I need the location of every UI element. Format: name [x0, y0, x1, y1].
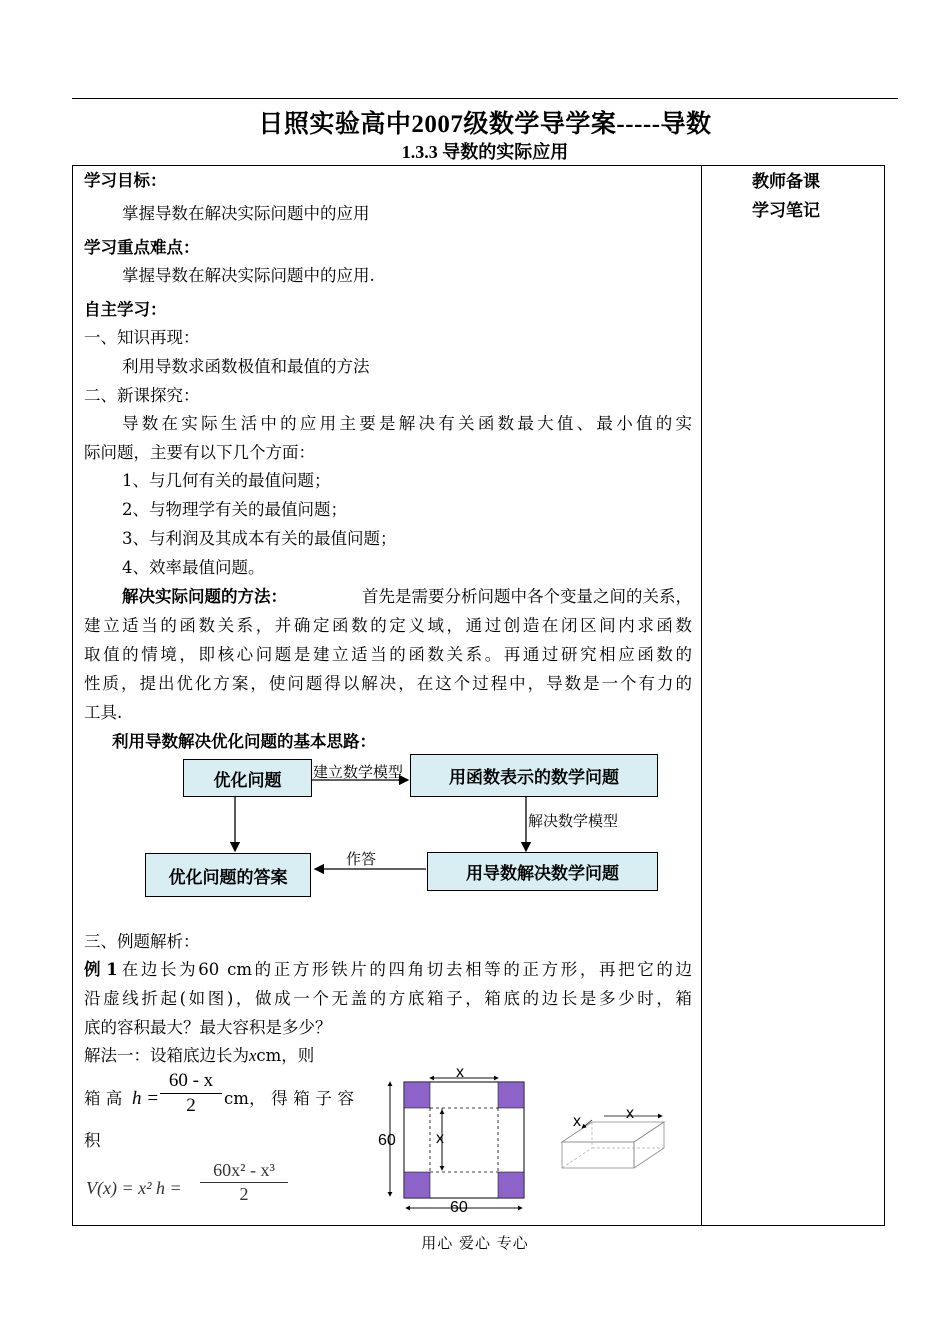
- corner-square-br: [498, 1172, 524, 1198]
- sheet-label-x-mid: x: [436, 1130, 444, 1147]
- example-1-line-3: 底的容积最大？最大容积是多少？: [84, 1018, 332, 1037]
- key-text: 掌握导数在解决实际问题中的应用.: [122, 266, 375, 285]
- box-front-face: [562, 1142, 634, 1168]
- formula-h-fraction: [160, 1070, 222, 1117]
- self-heading: 自主学习：: [84, 300, 167, 319]
- list-item-3: 3、与利润及其成本有关的最值问题；: [122, 529, 397, 548]
- flow-label-solve: 解决数学模型: [528, 812, 619, 830]
- example-1-text-1: 在边长为60 cm的正方形铁片的四角切去相等的正方形，再把它的边: [121, 960, 692, 979]
- page-footer: 用心 爱心 专心: [421, 1234, 529, 1252]
- solution-line-2a: 箱 高: [84, 1089, 123, 1108]
- method-line-2: 建立适当的函数关系，并确定函数的定义域，通过创造在闭区间内求函数: [84, 616, 692, 635]
- formula-h-lhs: h =: [132, 1088, 160, 1109]
- solution-text-1: 解法一：设箱底边长为: [84, 1046, 249, 1065]
- section-3-title: 三、例题解析：: [84, 932, 200, 951]
- solution-line-1: [84, 1045, 314, 1067]
- box-hidden-edge-1: [562, 1148, 592, 1168]
- method-text-1: 首先是需要分析问题中各个变量之间的关系，: [362, 587, 692, 606]
- formula-h-numerator: 60 - x: [168, 1070, 214, 1091]
- side-line-2: 学习笔记: [752, 201, 820, 221]
- flow-heading: 利用导数解决优化问题的基本思路：: [112, 732, 376, 751]
- method-line-3: 取值的情境，即核心问题是建立适当的函数关系。再通过研究相应函数的: [84, 645, 692, 664]
- corner-square-bl: [404, 1172, 430, 1198]
- method-label: 解决实际问题的方法：: [122, 587, 287, 606]
- box-side-face: [634, 1122, 664, 1168]
- example-1-label: 例 1: [84, 960, 118, 979]
- flow-box-function-problem: 用函数表示的数学问题: [410, 754, 658, 797]
- key-heading: 学习重点难点：: [84, 238, 200, 257]
- section-2-title: 二、新课探究：: [84, 386, 200, 405]
- box-label-x-depth: x: [573, 1113, 581, 1130]
- sheet-figure: [370, 1060, 690, 1220]
- flow-box-answer: 优化问题的答案: [145, 853, 311, 897]
- formula-h-denominator: 2: [186, 1095, 196, 1116]
- flow-label-model: 建立数学模型: [313, 763, 404, 781]
- flow-box-optimization: 优化问题: [183, 759, 312, 797]
- section-2-para-line-2: 际问题，主要有以下几个方面：: [84, 443, 315, 462]
- corner-square-tr: [498, 1082, 524, 1108]
- sheet-label-side: 60: [378, 1132, 396, 1149]
- solution-text-1-end: cm，则: [256, 1046, 315, 1065]
- section-1-text: 利用导数求函数极值和最值的方法: [122, 357, 370, 376]
- solution-var-x: x: [249, 1046, 257, 1065]
- method-line-5: 工具.: [84, 703, 123, 722]
- formula-v-fraction: [200, 1160, 288, 1205]
- page-subtitle: 1.3.3 导数的实际应用: [401, 142, 569, 162]
- flow-box-derivative-solve: 用导数解决数学问题: [427, 852, 658, 891]
- solution-line-3: 积: [84, 1131, 101, 1150]
- sheet-label-bottom: 60: [450, 1199, 468, 1216]
- example-1-line-1: [84, 959, 692, 981]
- list-item-4: 4、效率最值问题。: [122, 558, 265, 577]
- section-1-title: 一、知识再现：: [84, 328, 200, 347]
- goal-heading: 学习目标：: [84, 171, 167, 190]
- box-label-x-width: x: [626, 1105, 634, 1122]
- box-dim-depth: [582, 1120, 592, 1128]
- example-1-line-2: 沿虚线折起(如图)，做成一个无盖的方底箱子，箱底的边长是多少时，箱: [84, 989, 692, 1008]
- formula-v-numerator: 60x² - x³: [213, 1160, 275, 1180]
- formula-v-denominator: 2: [239, 1184, 249, 1204]
- formula-v-lhs: V(x) = x² h =: [86, 1178, 182, 1198]
- list-item-2: 2、与物理学有关的最值问题；: [122, 500, 347, 519]
- corner-square-tl: [404, 1082, 430, 1108]
- side-line-1: 教师备课: [752, 172, 820, 192]
- page-title: 日照实验高中2007级数学导学案-----导数: [258, 111, 712, 138]
- sheet-label-x-top: x: [456, 1064, 464, 1081]
- section-2-para-line-1: 导数在实际生活中的应用主要是解决有关函数最大值、最小值的实: [122, 414, 692, 433]
- formula-v-bar: [200, 1182, 288, 1183]
- flow-label-answer: 作答: [346, 850, 377, 868]
- method-line-4: 性质，提出优化方案，使问题得以解决，在这个过程中，导数是一个有力的: [84, 674, 692, 693]
- formula-h-bar: [160, 1093, 222, 1094]
- list-item-1: 1、与几何有关的最值问题；: [122, 471, 331, 490]
- goal-text: 掌握导数在解决实际问题中的应用: [122, 204, 370, 223]
- solution-line-2b: cm， 得 箱 子 容: [224, 1089, 354, 1108]
